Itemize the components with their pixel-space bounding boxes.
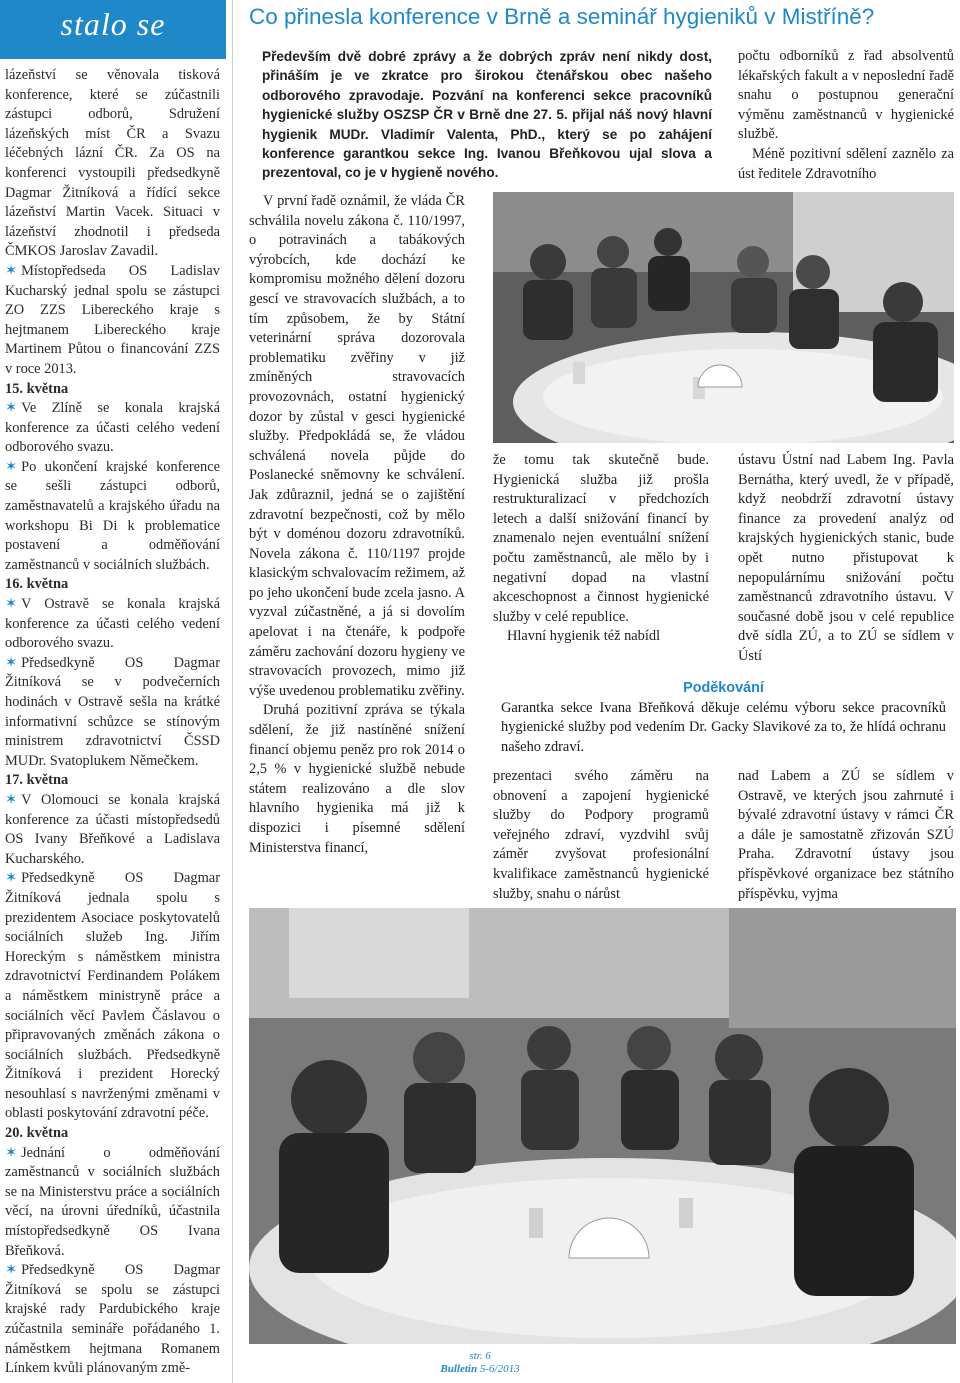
thanks-body: Garantka sekce Ivana Břeňková děkuje celému výboru sekce pracovníků hygienické služby pod vedením Dr. Gacky Slavikové za to, že hlídá ochranu našeho zdraví. — [501, 699, 946, 755]
paragraph: V první řadě oznámil, že vláda ČR schválila novelu zákona č. 110/1997, o potravinách a tabákových výrobcích, kde dochází ke kompromisu možného dělení dozoru gescí ve stravovacích službách, a to tím způsobem, že by Státní veterinární správa dozorovala problematiku zvěřiny v již zmíněných stravovacích provozovnách, ostatní hygienický dozor by zůstal v gesci hygienické služby. Předpokládá se, že vládou schválená novela půjde do Poslanecké sněmovny ke schválení. Jak zdůraznil, jedná se o zajištění zdravotní bezpečnosti, což by mělo být v doménou dozoru zdravotníků. Novela zákona č. 110/1197 projde klasickým schvalovacím režimem, až po jeho ukončení bude zcela jasno. A vyzval zúčastněné, a já si dovolím apelovat i na čtenáře, k podpoře záměru zachování dozoru hygieny ve stravovacích provozech, mimo již výše uvedenou problematiku zvěřiny. — [249, 193, 465, 699]
star-icon: ✶ — [5, 870, 18, 887]
article-column-c3 — [493, 767, 709, 904]
photo-image — [249, 908, 956, 1344]
star-icon: ✶ — [5, 654, 18, 671]
sidebar-news-item — [5, 595, 220, 654]
paragraph: počtu odborníků z řad absolventů lékařských fakult a v neposlední řadě snahu o postupnou generační výměnu zaměstnanců v hygienické službě. — [738, 48, 954, 143]
paragraph: ústavu Ústní nad Labem Ing. Pavla Bernátha, který uvedl, že v případě, když neobdrží zdravotní ústavy finance za provedení analýz od krajských hygienických stanic, bude opět nutno přistupovat k nepopulárnímu snižování počtu zaměstnanců zdravotního ústavu. V současné době jsou v celé republice dvě sídla ZÚ, a to ZÚ se sídlem v Ústí — [738, 452, 954, 664]
sidebar-news-text: Předsedkyně OS Dagmar Žitníková se v podvečerních hodinách v Ostravě sešla na krátké informativní schůzce se stínovým ministrem zdravotnictví ČSSD MUDr. Svatoplukem Němečkem. — [5, 654, 220, 769]
star-icon: ✶ — [5, 1144, 18, 1161]
star-icon: ✶ — [5, 262, 18, 279]
star-icon: ✶ — [5, 458, 18, 475]
thanks-title: Poděkování — [683, 680, 764, 696]
sidebar-news-item — [5, 654, 220, 772]
star-icon: ✶ — [5, 400, 18, 417]
paragraph: Hlavní hygienik též nabídl — [507, 628, 661, 645]
sidebar-news-text: Místopředseda OS Ladislav Kucharský jednal spolu se zástupci ZO ZZS Libereckého kraje s hejtmanem Libereckého kraje Martinem Půtou o financování ZZS v roce 2013. — [5, 262, 220, 377]
sidebar-title: stalo se — [60, 6, 166, 42]
article-column-middle — [249, 192, 465, 858]
issue-number: 5-6/2013 — [479, 1363, 520, 1375]
sidebar-news-list — [5, 66, 220, 1379]
sidebar-date: 15. května — [5, 380, 69, 397]
sidebar-divider — [232, 0, 233, 1383]
article-column-c4 — [738, 767, 954, 904]
page-number: str. 6 — [469, 1350, 491, 1362]
sidebar-news-item — [5, 1261, 220, 1379]
sidebar-news-item — [5, 869, 220, 1124]
sidebar-date: 20. května — [5, 1125, 69, 1142]
paragraph: že tomu tak skutečně bude. Hygienická služba již prošla restrukturalizací v předchozích letech a další snižování financí by znamenalo nejen eventuální snížení počtu zaměstnanců, ale mělo by i negativní dopad na vlastní akceschopnost a činnost hygienické služby v celé republice. — [493, 452, 709, 625]
sidebar-news-item — [5, 458, 220, 576]
sidebar-news-text: lázeňství se věnovala tisková konference, které se zúčastnili zástupci odborů, Sdružení lázeňských míst ČR a Svazu léčebných lázní ČR. Za OS na konferenci vystoupili předsedkyně Dagmar Žitníková a řídící sekce lázeňství Martin Vacek. Situaci v lázeňství zhodnotil i předseda ČMKOS Jaroslav Zavadil. — [5, 67, 220, 260]
star-icon: ✶ — [5, 1262, 18, 1279]
sidebar-date: 16. května — [5, 576, 69, 593]
paragraph: Méně pozitivní sdělení zaznělo za úst ředitele Zdravotního — [738, 145, 954, 182]
thanks-box — [493, 679, 954, 757]
article-headline: Co přinesla konference v Brně a seminář hygieniků v Mistříně? — [249, 4, 875, 29]
footer-issue — [440, 1363, 520, 1376]
sidebar-news-item — [5, 399, 220, 458]
sidebar-header — [0, 0, 226, 59]
paragraph: prezentaci svého záměru na obnovení a zapojení hygienické služby do Podpory programů veřejného zdraví, vyzdvihl svůj záměr zvyšovat profesionální kvalifikace zaměstnanců hygienické služby, snahu o nárůst — [493, 768, 709, 902]
paragraph: nad Labem a ZÚ se sídlem v Ostravě, ve kterých jsou zahrnuté i bývalé zdravotní ústavy v rámci ČR a dále je samostatně zřizován SZÚ Praha. Zdravotní ústavy jsou příspěvkové organizace bez státního příspěvku, vyjma — [738, 768, 954, 902]
sidebar-news-item — [5, 791, 220, 869]
conference-photo-bottom — [249, 908, 956, 1344]
article-column-right-top — [738, 47, 954, 184]
sidebar — [0, 0, 226, 1383]
star-icon: ✶ — [5, 791, 18, 808]
sidebar-news-text: V Olomouci se konala krajská konference za účasti místopředsedů OS Ivany Břeňkové a Ladislava Kucharského. — [5, 791, 220, 867]
sidebar-news-item — [5, 1144, 220, 1262]
article-column-c1 — [493, 451, 709, 647]
page-footer — [440, 1350, 520, 1376]
sidebar-news-text: V Ostravě se konala krajská konference za účasti celého vedení odborového svazu. — [5, 596, 220, 652]
bulletin-brand: Bulletin — [440, 1363, 478, 1375]
sidebar-news-text: Předsedkyně OS Dagmar Žitníková jednala spolu s prezidentem Asociace poskytovatelů sociálních služeb Ing. Jiřím Horeckým s náměstkem ministra zdravotnictví Ferdinandem Polákem a náměstkem ministryně práce a sociálních věcí Pavlem Čáslavou o připravovaných změnách zákona o sociálních službách. Předsedkyně Žitníková i prezident Horecký nesouhlasí s navrženými změnami v oblasti poskytování zdravotní péče. — [5, 870, 220, 1122]
article-column-c2 — [738, 451, 954, 667]
sidebar-news-text: Po ukončení krajské konference se sešli zástupci odborů, zaměstnavatelů a krajského úřadu na workshopu Bi Di k problematice postavení a odměňování zaměstnanců v sociálních službách. — [5, 458, 220, 573]
sidebar-date: 17. května — [5, 772, 69, 789]
photo-image — [493, 192, 954, 443]
sidebar-news-text: Jednání o odměňování zaměstnanců v sociálních službách se na Ministerstvu práce a sociálních věcí, na úrovni úředníků, účastnila místopředsedkyně OS Ivana Břeňková. — [5, 1144, 220, 1259]
paragraph: Druhá pozitivní zpráva se týkala sdělení, že již nastíněné snížení financí objemu peněz pro rok 2014 o 2,5 % v hygienické službě nebude státem realizováno a dle slov hlavního hygienika má již k dispozici i písemné sdělení Ministerstva financí, — [249, 702, 465, 856]
sidebar-news-item — [5, 262, 220, 380]
star-icon: ✶ — [5, 596, 18, 613]
conference-photo-top — [493, 192, 954, 443]
sidebar-news-text: Předsedkyně OS Dagmar Žitníková se spolu se zástupci krajské rady Pardubického kraje zúčastnila semináře pořádaného 1. náměstkem hejtmana Romanem Línkem kvůli plánovaným změ- — [5, 1262, 220, 1377]
article-lead: Především dvě dobré zprávy a že dobrých zpráv není nikdy dost, přináším je ve zkratce pro širokou čtenářskou obec našeho odborového zpravodaje. Pozvání na konferenci sekce pracovníků hygienické služby OSZSP ČR v Brně dne 27. 5. přijal náš nový hlavní hygienik MUDr. Vladimír Valenta, PhD., který se po zahájení konference garantkou sekce Ing. Ivanou Břeňkovou ujal slova a prezentoval, co je v hygieně nového. — [262, 49, 712, 181]
sidebar-news-text: Ve Zlíně se konala krajská konference za účasti celého vedení odborového svazu. — [5, 400, 220, 456]
